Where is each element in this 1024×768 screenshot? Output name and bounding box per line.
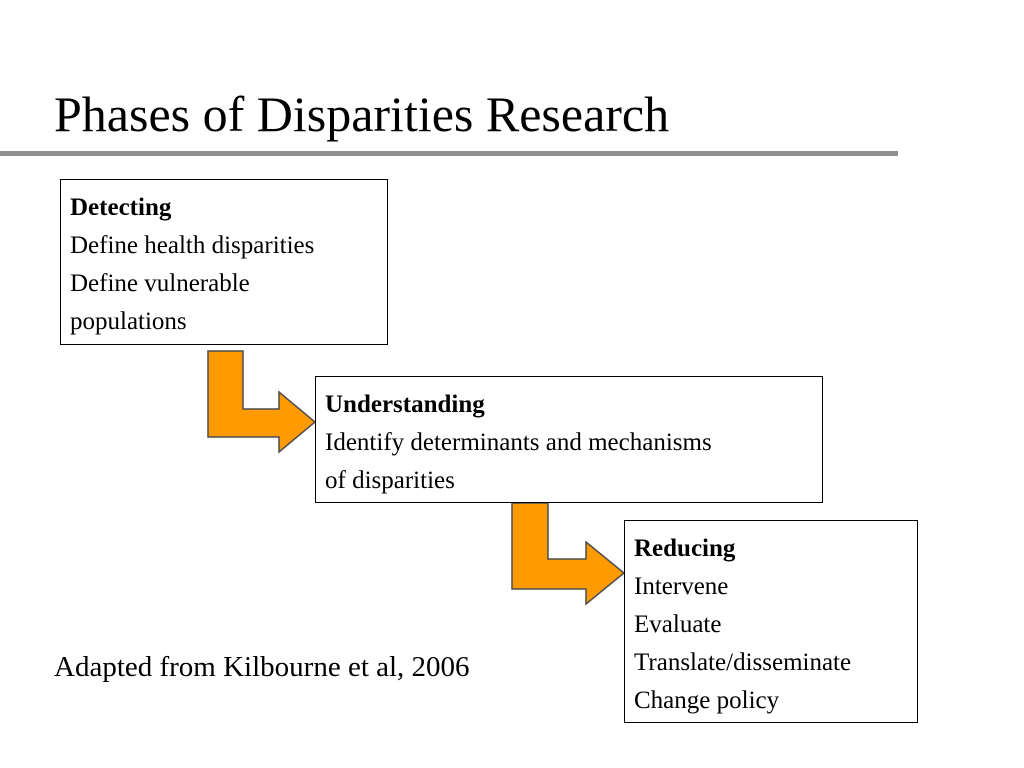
phase-line: Define health disparities	[70, 232, 315, 259]
phase-heading: Reducing	[634, 535, 736, 562]
phase-line: Intervene	[634, 573, 729, 600]
phase-line: Evaluate	[634, 611, 722, 638]
phase-line: populations	[70, 308, 187, 335]
phase-line: Change policy	[634, 687, 780, 714]
phase-line: Identify determinants and mechanisms	[325, 429, 712, 456]
arrow-detecting-to-understanding	[208, 351, 315, 452]
phase-box-reducing	[624, 520, 918, 723]
phase-box-detecting	[60, 179, 388, 345]
slide-title: Phases of Disparities Research	[54, 86, 670, 142]
title-underline	[0, 151, 898, 156]
phase-box-understanding	[315, 376, 823, 503]
phase-line: Translate/disseminate	[634, 649, 852, 676]
phase-heading: Detecting	[70, 194, 172, 221]
source-caption: Adapted from Kilbourne et al, 2006	[54, 651, 470, 683]
phase-line: of disparities	[325, 467, 455, 494]
arrow-understanding-to-reducing	[512, 503, 624, 604]
phase-line: Define vulnerable	[70, 270, 250, 297]
phase-heading: Understanding	[325, 391, 485, 418]
